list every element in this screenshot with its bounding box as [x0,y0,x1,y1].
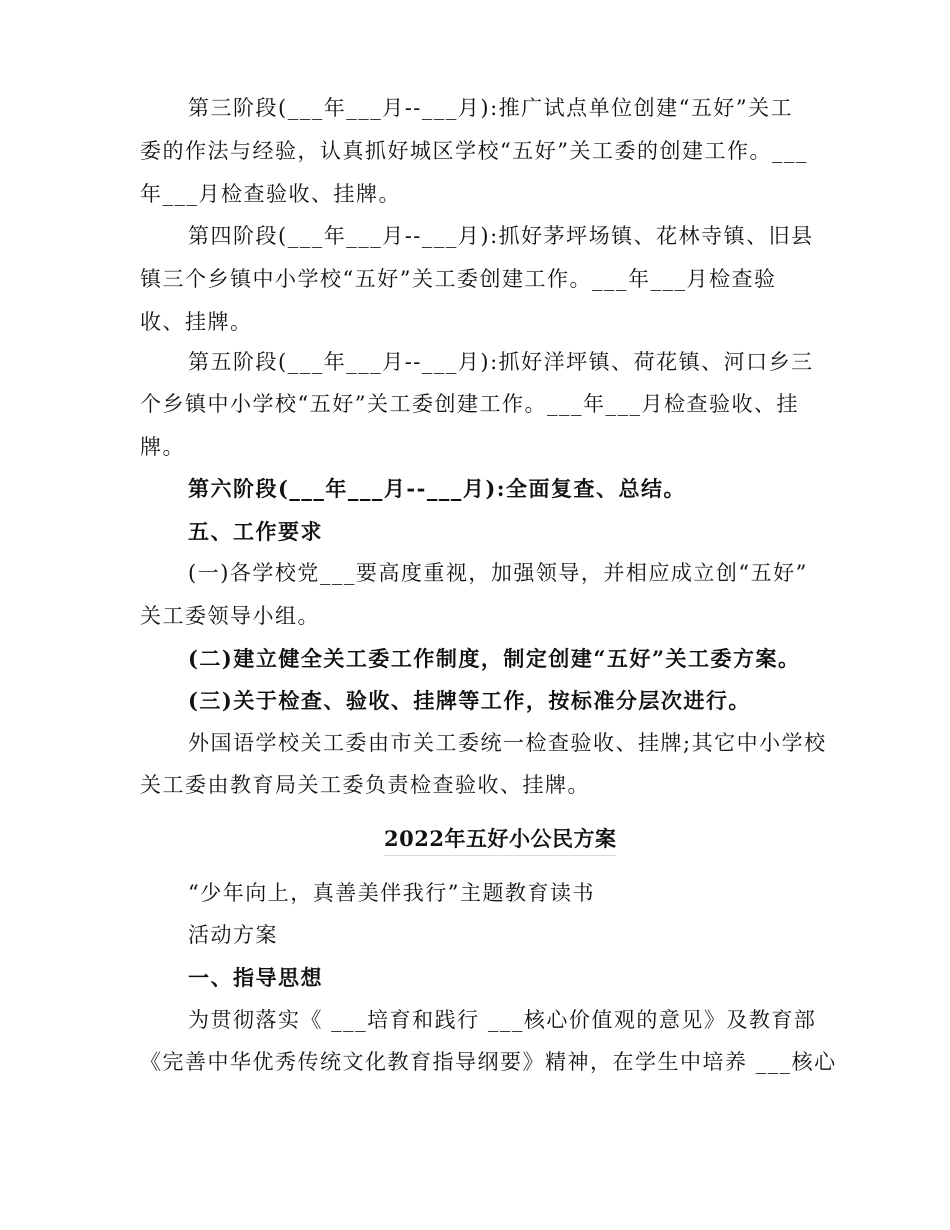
paragraph-line-bold: 第六阶段(___年___月--___月):全面复查、总结。 [188,476,687,501]
paragraph-line: 外国语学校关工委由市关工委统一检查验收、挂牌;其它中小学校 [188,731,827,755]
paragraph-line: 镇三个乡镇中小学校“五好”关工委创建工作。___年___月检查验 [140,267,777,291]
paragraph-line: 年___月检查验收、挂牌。 [140,182,401,206]
paragraph-line: (一)各学校党___要高度重视，加强领导，并相应成立创“五好” [188,561,808,585]
paragraph-line: 关工委由教育局关工委负责检查验收、挂牌。 [140,773,590,797]
paragraph-line: 第五阶段(___年___月--___月):抓好洋坪镇、荷花镇、河口乡三 [188,350,814,374]
paragraph-line-bold: (三)关于检查、验收、挂牌等工作，按标准分层次进行。 [188,688,751,713]
paragraph-line: 个乡镇中小学校“五好”关工委创建工作。___年___月检查验收、挂 [140,392,799,416]
section-heading: 一、指导思想 [188,965,323,990]
subtitle-line: 活动方案 [188,923,278,947]
paragraph-line: 牌。 [140,435,185,459]
paragraph-line: 收、挂牌。 [140,310,253,334]
subtitle-line: “少年向上，真善美伴我行”主题教育读书 [188,881,595,905]
paragraph-line: 《完善中华优秀传统文化教育指导纲要》精神，在学生中培养 ___核心 [140,1050,837,1074]
paragraph-line: 第三阶段(___年___月--___月):推广试点单位创建“五好”关工 [188,96,794,120]
paragraph-line: 为贯彻落实《 ___培育和践行 ___核心价值观的意见》及教育部 [188,1008,817,1032]
paragraph-line: 第四阶段(___年___月--___月):抓好茅坪场镇、花林寺镇、旧县 [188,224,814,248]
section-heading: 五、工作要求 [188,519,323,544]
paragraph-line: 委的作法与经验，认真抓好城区学校“五好”关工委的创建工作。___ [140,139,808,163]
document-title: 2022年五好小公民方案 [384,828,616,856]
paragraph-line-bold: (二)建立健全关工委工作制度，制定创建“五好”关工委方案。 [188,646,801,671]
paragraph-line: 关工委领导小组。 [140,604,320,628]
